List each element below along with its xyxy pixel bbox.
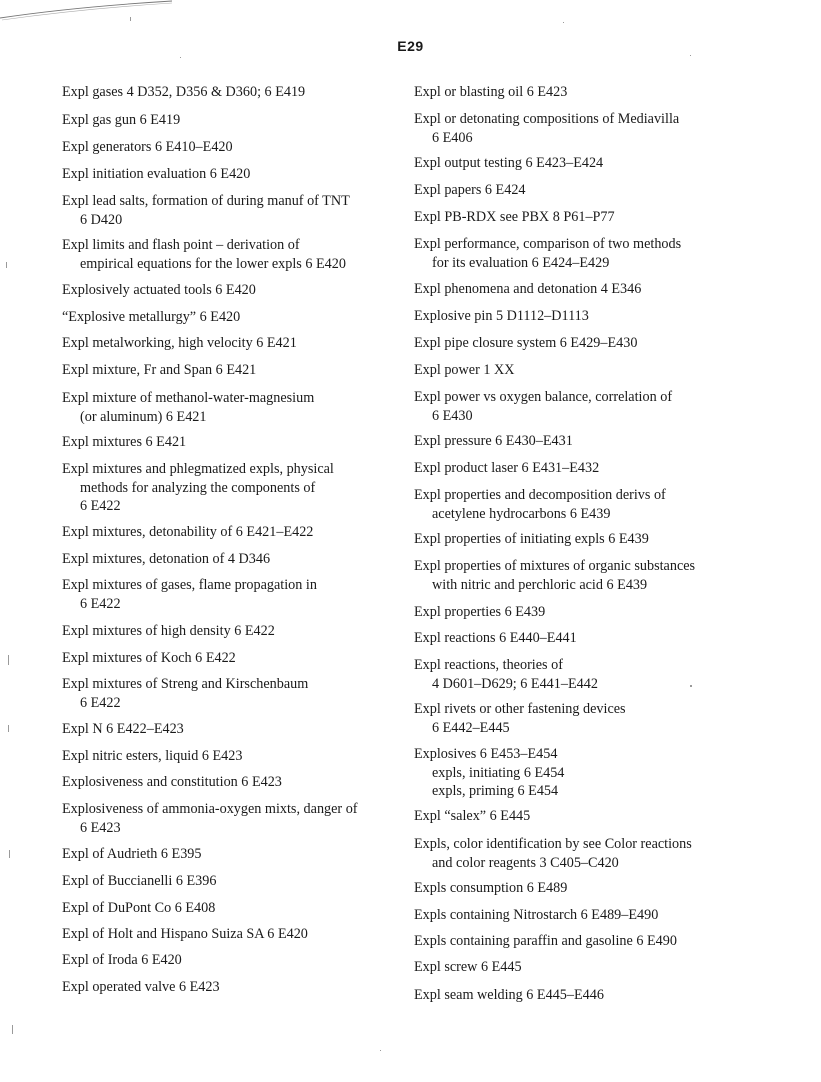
index-entry <box>414 208 734 227</box>
index-entry-text: Expl properties of initiating expls 6 E439 <box>414 531 649 547</box>
index-entry-text: Expl of Buccianelli 6 E396 <box>62 873 217 889</box>
index-entry-text: Expl power vs oxygen balance, correlation of <box>414 389 673 405</box>
index-entry-continuation: expls, priming 6 E454 <box>432 783 559 799</box>
index-entry-continuation: 6 E422 <box>80 595 121 612</box>
index-entry-text: Expl mixtures, detonability of 6 E421–E422 <box>62 524 314 540</box>
index-entry-continuation: 6 E422 <box>80 694 121 711</box>
index-entry-text: Expl reactions 6 E440–E441 <box>414 630 577 646</box>
index-entry <box>62 899 392 918</box>
index-entry-text: Expl mixtures of Koch 6 E422 <box>62 650 236 666</box>
index-entry <box>62 361 392 380</box>
index-entry <box>414 154 734 173</box>
index-entry-text: Expl properties of mixtures of organic substances <box>414 558 696 574</box>
index-entry <box>62 308 392 327</box>
index-entry-text: Explosive pin 5 D1112–D1113 <box>414 308 589 324</box>
index-entry <box>62 845 392 864</box>
index-entry-text: Expl mixtures and phlegmatized expls, physical <box>62 461 334 477</box>
scan-speck <box>690 55 691 56</box>
index-entry <box>414 459 734 478</box>
index-entry-text: Expl or detonating compositions of Mediavilla <box>414 111 680 127</box>
index-entry-text: Expl properties 6 E439 <box>414 604 546 620</box>
index-entry-text: Expl seam welding 6 E445–E446 <box>414 987 604 1003</box>
index-entry-continuation: acetylene hydrocarbons 6 E439 <box>432 505 611 522</box>
index-entry-text: Expls containing paraffin and gasoline 6 E490 <box>414 933 677 949</box>
index-entry <box>414 432 734 451</box>
index-entry <box>62 978 392 997</box>
scan-speck <box>6 262 7 268</box>
index-entry <box>414 629 734 648</box>
index-entry-text: Expl of DuPont Co 6 E408 <box>62 900 216 916</box>
index-entry <box>62 576 392 613</box>
index-entry-text: Expl gases 4 D352, D356 & D360; 6 E419 <box>62 84 306 100</box>
index-entry <box>414 530 734 549</box>
index-entry-text: Expl PB-RDX see PBX 8 P61–P77 <box>414 209 615 225</box>
index-entry-text: Expl properties and decomposition derivs of <box>414 487 666 503</box>
index-entry <box>62 747 392 766</box>
index-entry-text: Expl screw 6 E445 <box>414 959 522 975</box>
index-entry <box>414 83 734 102</box>
index-entry-text: Expls consumption 6 E489 <box>414 880 568 896</box>
index-entry-text: Expl of Audrieth 6 E395 <box>62 846 202 862</box>
index-entry <box>62 773 392 792</box>
scan-speck <box>9 850 10 858</box>
index-entry-text: Expl power 1 XX <box>414 362 515 378</box>
scan-speck <box>180 57 181 58</box>
index-entry-continuation: 6 E422 <box>80 498 121 514</box>
index-entry-text: Expls, color identification by see Color reactions <box>414 836 692 852</box>
index-entry-text: Expl mixtures of high density 6 E422 <box>62 623 275 639</box>
index-entry-text: Expl mixture of methanol-water-magnesium <box>62 390 315 406</box>
index-entry <box>414 361 734 380</box>
scan-speck <box>563 22 564 23</box>
index-entry <box>62 389 392 426</box>
index-entry-continuation: expls, initiating 6 E454 <box>432 764 565 781</box>
index-entry-text: Expl product laser 6 E431–E432 <box>414 460 600 476</box>
index-entry <box>62 951 392 970</box>
index-entry-continuation: 6 E406 <box>432 129 473 146</box>
index-entry-text: Expls containing Nitrostarch 6 E489–E490 <box>414 907 659 923</box>
index-entry <box>414 700 734 737</box>
index-entry-text: Expl phenomena and detonation 4 E346 <box>414 281 642 297</box>
index-entry <box>62 460 392 516</box>
index-entry-text: Expl limits and flash point – derivation of <box>62 237 300 253</box>
index-entry <box>62 83 392 102</box>
scan-speck <box>8 725 9 732</box>
index-entry <box>62 872 392 891</box>
index-entry-text: Expl or blasting oil 6 E423 <box>414 84 568 100</box>
index-entry-text: Explosively actuated tools 6 E420 <box>62 282 256 298</box>
index-entry-text: Expl gas gun 6 E419 <box>62 112 181 128</box>
index-entry-continuation: with nitric and perchloric acid 6 E439 <box>432 576 648 593</box>
index-entry <box>62 138 392 157</box>
index-entry-text: Explosiveness and constitution 6 E423 <box>62 774 282 790</box>
index-entry-text: Expl rivets or other fastening devices <box>414 701 626 717</box>
index-entry <box>62 800 392 837</box>
index-entry-text: Expl pressure 6 E430–E431 <box>414 433 573 449</box>
index-entry-continuation: 6 D420 <box>80 211 123 228</box>
index-entry-text: Expl of Holt and Hispano Suiza SA 6 E420 <box>62 926 308 942</box>
index-entry-text: Expl mixtures of gases, flame propagation in <box>62 577 317 593</box>
index-entry <box>62 925 392 944</box>
index-entry <box>414 486 734 523</box>
scan-speck <box>690 685 692 687</box>
index-entry <box>414 879 734 898</box>
scan-speck <box>130 17 131 21</box>
index-entry <box>414 557 734 594</box>
index-entry <box>414 280 734 299</box>
index-entry <box>414 835 734 872</box>
index-entry-text: Expl mixtures, detonation of 4 D346 <box>62 551 271 567</box>
index-entry <box>414 307 734 326</box>
index-entry-continuation: (or aluminum) 6 E421 <box>80 408 207 425</box>
index-entry-text: Expl “salex” 6 E445 <box>414 808 531 824</box>
index-entry <box>62 281 392 300</box>
index-entry <box>414 807 734 826</box>
index-entry <box>62 622 392 641</box>
index-entry <box>62 334 392 353</box>
index-entry-text: Expl output testing 6 E423–E424 <box>414 155 604 171</box>
index-entry-text: Expl reactions, theories of <box>414 657 563 673</box>
index-entry-text: Expl mixture, Fr and Span 6 E421 <box>62 362 257 378</box>
index-entry-text: Expl N 6 E422–E423 <box>62 721 184 737</box>
index-entry <box>414 986 734 1005</box>
index-entry <box>62 433 392 452</box>
index-entry-text: Expl initiation evaluation 6 E420 <box>62 166 251 182</box>
index-entry <box>414 334 734 353</box>
index-entry-continuation: and color reagents 3 C405–C420 <box>432 854 619 871</box>
index-entry-continuation: 6 E442–E445 <box>432 719 510 736</box>
scan-speck <box>8 655 9 665</box>
index-entry <box>414 656 734 693</box>
index-entry-text: Expl papers 6 E424 <box>414 182 526 198</box>
index-entry <box>62 165 392 184</box>
index-entry <box>62 649 392 668</box>
index-entry <box>62 550 392 569</box>
scan-speck <box>380 1050 381 1051</box>
index-entry-text: Expl performance, comparison of two methods <box>414 236 682 252</box>
index-entry <box>414 958 734 977</box>
index-entry-text: Expl nitric esters, liquid 6 E423 <box>62 748 243 764</box>
scan-artifact-line <box>0 0 175 22</box>
index-entry <box>62 111 392 130</box>
index-entry-continuation: 4 D601–D629; 6 E441–E442 <box>432 675 598 692</box>
index-entry-text: Expl mixtures 6 E421 <box>62 434 187 450</box>
index-entry-continuation: 6 E430 <box>432 407 473 424</box>
index-entry <box>414 181 734 200</box>
index-entry-text: Expl generators 6 E410–E420 <box>62 139 233 155</box>
index-entry <box>414 235 734 272</box>
index-entry <box>62 523 392 542</box>
index-entry-text: Expl metalworking, high velocity 6 E421 <box>62 335 297 351</box>
index-entry-text: “Explosive metallurgy” 6 E420 <box>62 309 241 325</box>
index-entry <box>62 236 392 273</box>
index-entry-text: Expl lead salts, formation of during manuf of TNT <box>62 193 350 209</box>
index-entry <box>414 932 734 951</box>
index-entry-text: Explosives 6 E453–E454 <box>414 746 558 762</box>
index-entry-continuation: empirical equations for the lower expls 6 E420 <box>80 255 346 272</box>
index-entry-continuation: 6 E423 <box>80 819 121 836</box>
index-entry-continuation: methods for analyzing the components of <box>80 479 316 496</box>
index-entry-text: Expl operated valve 6 E423 <box>62 979 220 995</box>
page-number: E29 <box>397 38 424 54</box>
index-entry <box>414 745 734 801</box>
index-entry-continuation: for its evaluation 6 E424–E429 <box>432 254 610 271</box>
index-entry-text: Expl mixtures of Streng and Kirschenbaum <box>62 676 309 692</box>
index-entry <box>414 603 734 622</box>
index-entry-text: Expl of Iroda 6 E420 <box>62 952 182 968</box>
index-entry <box>414 110 734 147</box>
index-entry-text: Expl pipe closure system 6 E429–E430 <box>414 335 638 351</box>
index-entry <box>414 388 734 425</box>
index-entry <box>62 720 392 739</box>
index-entry <box>414 906 734 925</box>
scan-speck <box>12 1025 13 1034</box>
index-entry <box>62 675 392 712</box>
index-entry <box>62 192 392 229</box>
index-entry-text: Explosiveness of ammonia-oxygen mixts, danger of <box>62 801 358 817</box>
